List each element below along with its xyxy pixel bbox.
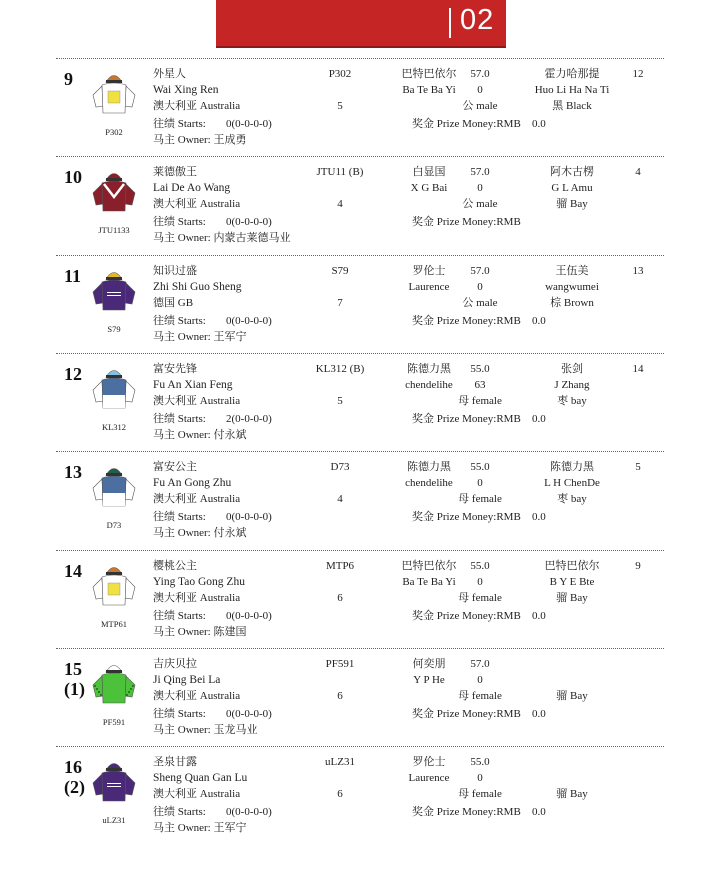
horse-code: S79	[107, 323, 121, 334]
owner-name: 内蒙古莱德马业	[213, 232, 291, 245]
draw-number: 6	[337, 591, 343, 604]
owner-label: 马主 Owner:	[153, 428, 211, 441]
trainer-name-en: J Zhang	[554, 378, 590, 391]
tab-shadow	[216, 46, 506, 48]
jockey-name-cn: 巴特巴依尔	[401, 559, 457, 572]
jockey-name-cn: 陈德力黑	[407, 362, 451, 375]
owner-name: 付永斌	[213, 428, 247, 441]
weight: 55.0	[470, 362, 490, 375]
jockey-silks-icon	[91, 167, 137, 213]
registration-code: P302	[328, 68, 352, 80]
horse-sex: 公 male	[462, 100, 498, 112]
horse-code: KL312	[101, 421, 127, 432]
jockey-name-cn: 巴特巴依尔	[401, 68, 457, 80]
draw-number: 4	[337, 198, 343, 211]
owner-line	[153, 428, 247, 442]
horse-country: 澳大利亚 Australia	[153, 591, 241, 604]
weight-claim: 0	[477, 772, 483, 785]
registration-code: JTU11 (B)	[316, 166, 364, 179]
runner-entry	[56, 255, 664, 354]
starts-label: 往绩 Starts:	[153, 118, 206, 130]
starts-label: 往绩 Starts:	[153, 511, 206, 524]
horse-name-en: Ying Tao Gong Zhu	[153, 575, 245, 588]
horse-name-en: Sheng Quan Gan Lu	[153, 772, 248, 785]
prize-label: 奖金 Prize Money:RMB	[412, 216, 521, 229]
jockey-name-en: X G Bai	[410, 182, 448, 195]
owner-label: 马主 Owner:	[153, 723, 211, 736]
registration-code: PF591	[325, 657, 355, 670]
weight-claim: 0	[477, 84, 483, 96]
owner-label: 马主 Owner:	[153, 625, 211, 638]
jockey-name-en: Ba Te Ba Yi	[402, 84, 456, 96]
horse-colour: 黑 Black	[552, 100, 592, 112]
runner-number: 9	[64, 69, 73, 89]
prize-value: 0.0	[532, 806, 546, 819]
jockey-silks-icon	[91, 462, 137, 508]
registration-code: MTP6	[325, 559, 355, 572]
horse-name-cn: 富安公主	[153, 461, 197, 474]
jockey-name-cn: 罗伦士	[412, 264, 446, 277]
horse-name-en: Lai De Ao Wang	[153, 182, 231, 195]
prize-label: 奖金 Prize Money:RMB	[412, 314, 521, 327]
tab-divider	[449, 8, 451, 38]
rating-rank: 5	[635, 461, 641, 474]
prize-label: 奖金 Prize Money:RMB	[412, 511, 521, 524]
runner-entry	[56, 550, 664, 649]
starts-label: 往绩 Starts:	[153, 216, 206, 229]
horse-name-cn: 外星人	[153, 68, 186, 80]
jockey-silks-icon	[91, 561, 137, 607]
runner-barrier-number: (2)	[64, 777, 85, 798]
trainer-name-cn: 巴特巴依尔	[544, 559, 600, 572]
draw-number: 4	[337, 493, 343, 506]
owner-label: 马主 Owner:	[153, 822, 211, 835]
trainer-name-cn: 张剑	[561, 362, 583, 375]
prize-value: 0.0	[532, 511, 546, 524]
owner-line	[153, 526, 247, 540]
horse-sex: 母 female	[458, 788, 502, 801]
prize-value: 0.0	[532, 314, 546, 327]
runner-number: 15	[64, 658, 82, 679]
runner-barrier-number: (1)	[64, 678, 85, 699]
page-number: 02	[460, 4, 495, 36]
trainer-name-cn: 霍力哈那提	[544, 68, 600, 80]
horse-country: 澳大利亚 Australia	[153, 198, 241, 211]
horse-code: JTU1133	[98, 225, 130, 236]
horse-colour: 骝 Bay	[556, 788, 588, 801]
trainer-name-en: wangwumei	[545, 280, 599, 293]
page-number-tab	[216, 0, 506, 48]
horse-name-en: Ji Qing Bei La	[153, 673, 221, 686]
rating-rank: 14	[632, 362, 644, 375]
draw-number: 6	[337, 689, 343, 702]
prize-value: 0.0	[532, 707, 546, 720]
jockey-name-en: Laurence	[408, 280, 450, 293]
runner-number: 14	[64, 560, 82, 581]
registration-code: KL312 (B)	[315, 362, 365, 375]
prize-label: 奖金 Prize Money:RMB	[412, 707, 521, 720]
runner-number: 13	[64, 462, 82, 483]
prize-label: 奖金 Prize Money:RMB	[412, 806, 521, 819]
prize-label: 奖金 Prize Money:RMB	[412, 118, 521, 130]
weight-claim: 0	[477, 182, 483, 195]
owner-label: 马主 Owner:	[153, 232, 211, 245]
starts-label: 往绩 Starts:	[153, 609, 206, 622]
prize-value: 0.0	[532, 412, 546, 425]
jockey-name-en: Laurence	[408, 772, 450, 785]
weight: 57.0	[470, 657, 490, 670]
jockey-name-en: chendelihe	[405, 378, 453, 391]
owner-label: 马主 Owner:	[153, 330, 211, 343]
weight-claim: 0	[477, 280, 483, 293]
runner-number: 10	[64, 167, 82, 188]
owner-name: 王成勇	[213, 134, 247, 146]
horse-name-cn: 莱德傲王	[153, 166, 197, 179]
horse-name-en: Wai Xing Ren	[153, 84, 219, 96]
starts-value: 0(0-0-0-0)	[226, 216, 272, 229]
horse-sex: 公 male	[462, 296, 498, 309]
horse-name-cn: 吉庆贝拉	[153, 657, 197, 670]
jockey-silks-icon	[91, 757, 137, 803]
starts-value: 2(0-0-0-0)	[226, 412, 272, 425]
horse-colour: 骝 Bay	[556, 689, 588, 702]
owner-label: 马主 Owner:	[153, 134, 211, 146]
weight: 57.0	[470, 264, 490, 277]
horse-colour: 枣 bay	[557, 493, 587, 506]
trainer-name-en: L H ChenDe	[544, 477, 600, 490]
draw-number: 7	[337, 296, 343, 309]
registration-code: D73	[330, 461, 350, 474]
prize-value: 0.0	[532, 118, 546, 130]
jockey-silks-icon	[91, 266, 137, 312]
jockey-name-cn: 罗伦士	[412, 756, 446, 769]
runner-number: 11	[64, 265, 82, 286]
weight: 55.0	[470, 559, 490, 572]
runner-entry	[56, 746, 664, 845]
horse-colour: 骝 Bay	[556, 198, 588, 211]
jockey-name-en: Ba Te Ba Yi	[402, 575, 456, 588]
horse-colour: 枣 bay	[557, 394, 587, 407]
prize-value: 0.0	[532, 609, 546, 622]
prize-label: 奖金 Prize Money:RMB	[412, 609, 521, 622]
trainer-name-en: G L Amu	[551, 182, 593, 195]
runner-number: 16	[64, 757, 82, 778]
weight: 57.0	[470, 68, 490, 80]
weight-claim: 63	[474, 378, 486, 391]
rating-rank: 13	[632, 264, 644, 277]
runner-entry	[56, 648, 664, 747]
weight: 55.0	[470, 756, 490, 769]
starts-label: 往绩 Starts:	[153, 707, 206, 720]
jockey-silks-icon	[91, 69, 137, 115]
horse-sex: 母 female	[458, 493, 502, 506]
trainer-name-cn: 阿木古楞	[550, 166, 594, 179]
registration-code: uLZ31	[325, 756, 355, 769]
horse-colour: 棕 Brown	[550, 296, 594, 309]
owner-name: 王军宁	[213, 822, 247, 835]
owner-label: 马主 Owner:	[153, 527, 211, 540]
horse-name-en: Fu An Gong Zhu	[153, 477, 232, 490]
horse-country: 澳大利亚 Australia	[153, 689, 241, 702]
registration-code: S79	[331, 264, 349, 277]
rating-rank: 12	[632, 68, 644, 80]
owner-line	[153, 723, 258, 737]
horse-code: P302	[105, 127, 123, 137]
horse-code: D73	[106, 520, 122, 531]
owner-name: 王军宁	[213, 330, 247, 343]
owner-line	[153, 231, 291, 245]
runner-entry	[56, 156, 664, 255]
jockey-name-cn: 何奕朋	[412, 657, 446, 670]
horse-name-en: Zhi Shi Guo Sheng	[153, 280, 242, 293]
horse-country: 澳大利亚 Australia	[153, 394, 241, 407]
weight-claim: 0	[477, 673, 483, 686]
weight: 55.0	[470, 461, 490, 474]
starts-value: 0(0-0-0-0)	[226, 609, 272, 622]
starts-value: 0(0-0-0-0)	[226, 314, 272, 327]
horse-code: PF591	[102, 716, 126, 727]
trainer-name-en: B Y E Bte	[549, 575, 595, 588]
horse-name-cn: 富安先锋	[153, 362, 197, 375]
runner-entry	[56, 451, 664, 550]
owner-name: 付永斌	[213, 527, 247, 540]
draw-number: 6	[337, 788, 343, 801]
rating-rank: 9	[635, 559, 641, 572]
runner-entry	[56, 58, 664, 157]
weight-claim: 0	[477, 575, 483, 588]
runner-entry	[56, 353, 664, 452]
prize-label: 奖金 Prize Money:RMB	[412, 412, 521, 425]
starts-value: 0(0-0-0-0)	[226, 511, 272, 524]
rating-rank: 4	[635, 166, 641, 179]
owner-line	[153, 330, 247, 344]
jockey-name-cn: 白显国	[412, 166, 446, 179]
horse-country: 澳大利亚 Australia	[153, 100, 241, 112]
jockey-name-cn: 陈德力黑	[407, 461, 451, 474]
owner-name: 陈建国	[213, 625, 247, 638]
weight-claim: 0	[477, 477, 483, 490]
starts-value: 0(0-0-0-0)	[226, 707, 272, 720]
starts-label: 往绩 Starts:	[153, 412, 206, 425]
horse-country: 德国 GB	[153, 296, 194, 309]
horse-sex: 母 female	[458, 689, 502, 702]
horse-code: MTP61	[101, 618, 127, 629]
weight: 57.0	[470, 166, 490, 179]
horse-colour: 骝 Bay	[556, 591, 588, 604]
jockey-silks-icon	[91, 364, 137, 410]
draw-number: 5	[337, 394, 343, 407]
horse-sex: 母 female	[458, 591, 502, 604]
owner-name: 玉龙马业	[213, 723, 258, 736]
trainer-name-cn: 王伍美	[555, 264, 589, 277]
jockey-silks-icon	[91, 659, 137, 705]
horse-country: 澳大利亚 Australia	[153, 493, 241, 506]
starts-value: 0(0-0-0-0)	[226, 806, 272, 819]
runner-number: 12	[64, 363, 82, 384]
horse-sex: 公 male	[462, 198, 498, 211]
horse-country: 澳大利亚 Australia	[153, 788, 241, 801]
owner-line	[153, 133, 247, 147]
starts-label: 往绩 Starts:	[153, 314, 206, 327]
horse-name-en: Fu An Xian Feng	[153, 378, 233, 391]
starts-value: 0(0-0-0-0)	[226, 118, 272, 130]
horse-name-cn: 知识过盛	[153, 264, 197, 277]
jockey-name-en: chendelihe	[405, 477, 453, 490]
trainer-name-cn: 陈德力黑	[550, 461, 594, 474]
horse-name-cn: 圣泉甘露	[153, 756, 197, 769]
owner-line	[153, 625, 247, 639]
horse-code: uLZ31	[102, 815, 126, 826]
horse-name-cn: 樱桃公主	[153, 559, 197, 572]
owner-line	[153, 821, 247, 835]
draw-number: 5	[337, 100, 343, 112]
starts-label: 往绩 Starts:	[153, 806, 206, 819]
horse-sex: 母 female	[458, 394, 502, 407]
jockey-name-en: Y P He	[413, 673, 445, 686]
trainer-name-en: Huo Li Ha Na Ti	[534, 84, 610, 96]
